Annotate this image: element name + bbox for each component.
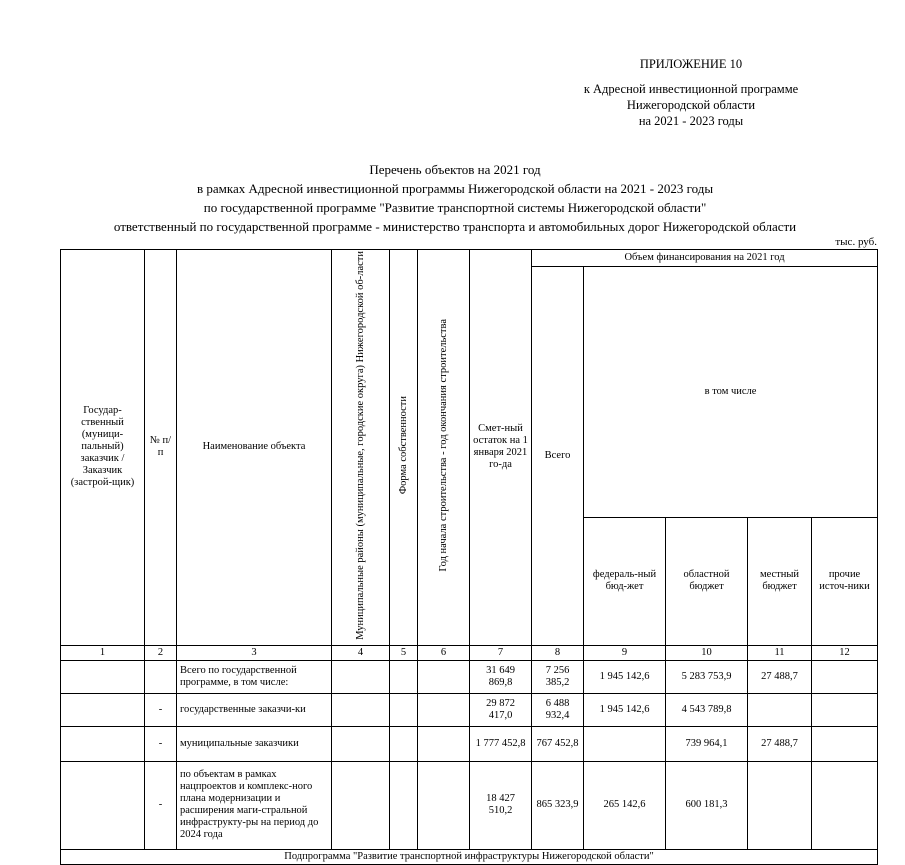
- cell-federal: [584, 726, 666, 761]
- subprogram-row: [61, 849, 878, 864]
- cell-local: 27 488,7: [748, 726, 812, 761]
- cell-federal: 1 945 142,6: [584, 660, 666, 693]
- col-num-4: 4: [332, 645, 390, 660]
- col-num-10: 10: [666, 645, 748, 660]
- heading-line-1: Перечень объектов на 2021 год: [369, 162, 541, 177]
- cell-name: государственные заказчи-ки: [177, 693, 332, 726]
- cell-num: [145, 660, 177, 693]
- cell-other: [812, 761, 878, 849]
- cell-years: [418, 660, 470, 693]
- cell-districts: [332, 761, 390, 849]
- units-label: тыс. руб.: [835, 236, 877, 248]
- cell-balance: 1 777 452,8: [470, 726, 532, 761]
- cell-name: по объектам в рамках нацпроектов и комплекс-ного плана модернизации и расширения маги-стральной инфраструкту-ры на период до 2024 года: [177, 761, 332, 849]
- document-heading: [30, 160, 880, 236]
- appendix-line-1: к Адресной инвестиционной программе: [583, 82, 799, 96]
- subprogram-title: Подпрограмма "Развитие транспортной инфраструктуры Нижегородской области": [61, 849, 878, 864]
- col-num-9: 9: [584, 645, 666, 660]
- header-ownership-text: Форма собственности: [398, 396, 409, 495]
- cell-total: 767 452,8: [532, 726, 584, 761]
- appendix-line-2: Нижегородской области: [626, 98, 756, 112]
- cell-districts: [332, 660, 390, 693]
- cell-regional: 739 964,1: [666, 726, 748, 761]
- header-including: в том числе: [584, 267, 878, 518]
- column-number-row: [61, 645, 878, 660]
- col-num-1: 1: [61, 645, 145, 660]
- header-funding: Объем финансирования на 2021 год: [532, 250, 878, 267]
- heading-line-3: по государственной программе "Развитие транспортной системы Нижегородской области": [203, 200, 707, 215]
- table-row: [61, 761, 878, 849]
- col-num-8: 8: [532, 645, 584, 660]
- cell-ownership: [390, 761, 418, 849]
- cell-customer: [61, 660, 145, 693]
- appendix-block: [560, 56, 822, 129]
- cell-other: [812, 693, 878, 726]
- cell-federal: 1 945 142,6: [584, 693, 666, 726]
- header-name: Наименование объекта: [177, 250, 332, 646]
- objects-table: [60, 249, 878, 865]
- cell-local: 27 488,7: [748, 660, 812, 693]
- header-federal: федераль-ный бюд-жет: [584, 517, 666, 645]
- header-customer: Государ-ственный (муници-пальный) заказчик / Заказчик (застрой-щик): [61, 250, 145, 646]
- header-districts-text: Муниципальные районы (муниципальные, городские округа) Нижегородской об-ласти: [355, 251, 366, 640]
- cell-ownership: [390, 726, 418, 761]
- cell-regional: 5 283 753,9: [666, 660, 748, 693]
- header-regional: областной бюджет: [666, 517, 748, 645]
- cell-regional: 600 181,3: [666, 761, 748, 849]
- header-total: Всего: [532, 267, 584, 646]
- cell-other: [812, 726, 878, 761]
- cell-federal: 265 142,6: [584, 761, 666, 849]
- cell-districts: [332, 726, 390, 761]
- cell-ownership: [390, 693, 418, 726]
- cell-customer: [61, 761, 145, 849]
- cell-local: [748, 761, 812, 849]
- cell-other: [812, 660, 878, 693]
- table-row: [61, 693, 878, 726]
- table-row: [61, 660, 878, 693]
- appendix-line-3: на 2021 - 2023 годы: [638, 114, 744, 128]
- cell-ownership: [390, 660, 418, 693]
- heading-line-2: в рамках Адресной инвестиционной программы Нижегородской области на 2021 - 2023 годы: [196, 181, 714, 196]
- cell-num: -: [145, 761, 177, 849]
- header-years: [418, 250, 470, 646]
- cell-total: 7 256 385,2: [532, 660, 584, 693]
- col-num-5: 5: [390, 645, 418, 660]
- col-num-7: 7: [470, 645, 532, 660]
- cell-total: 6 488 932,4: [532, 693, 584, 726]
- heading-line-4: ответственный по государственной программе - министерство транспорта и автомобильных дорог Нижегородской области: [113, 219, 797, 234]
- table-row: [61, 726, 878, 761]
- cell-customer: [61, 726, 145, 761]
- cell-balance: 18 427 510,2: [470, 761, 532, 849]
- header-local: местный бюджет: [748, 517, 812, 645]
- cell-num: -: [145, 726, 177, 761]
- cell-num: -: [145, 693, 177, 726]
- col-num-3: 3: [177, 645, 332, 660]
- header-balance: Смет-ный остаток на 1 января 2021 го-да: [470, 250, 532, 646]
- header-districts: [332, 250, 390, 646]
- header-other: прочие источ-ники: [812, 517, 878, 645]
- col-num-2: 2: [145, 645, 177, 660]
- header-row-1: [61, 250, 878, 267]
- header-years-text: Год начала строительства - год окончания строительства: [438, 319, 449, 572]
- cell-regional: 4 543 789,8: [666, 693, 748, 726]
- cell-years: [418, 693, 470, 726]
- col-num-6: 6: [418, 645, 470, 660]
- cell-districts: [332, 693, 390, 726]
- cell-balance: 29 872 417,0: [470, 693, 532, 726]
- cell-years: [418, 726, 470, 761]
- cell-local: [748, 693, 812, 726]
- cell-name: муниципальные заказчики: [177, 726, 332, 761]
- header-ownership: [390, 250, 418, 646]
- col-num-12: 12: [812, 645, 878, 660]
- cell-name: Всего по государственной программе, в том числе:: [177, 660, 332, 693]
- cell-balance: 31 649 869,8: [470, 660, 532, 693]
- col-num-11: 11: [748, 645, 812, 660]
- cell-customer: [61, 693, 145, 726]
- cell-total: 865 323,9: [532, 761, 584, 849]
- header-num: № п/п: [145, 250, 177, 646]
- cell-years: [418, 761, 470, 849]
- appendix-title: ПРИЛОЖЕНИЕ 10: [639, 57, 743, 71]
